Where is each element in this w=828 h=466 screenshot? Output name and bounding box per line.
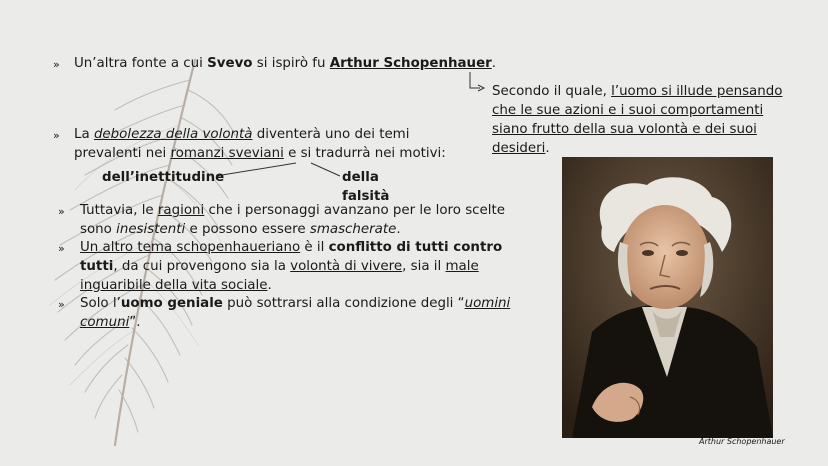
motivo-falsita-line-1: della [342, 170, 379, 185]
bullet-marker: » [53, 129, 60, 142]
bullet-svevo-schopenhauer: Un’altra fonte a cui Svevo si ispirò fu Arthur Schopenhauer. [74, 56, 497, 71]
bullet-marker: » [53, 58, 60, 71]
motivo-inettitudine: dell’inettitudine [102, 170, 225, 185]
side-note-line-2: che le sue azioni e i suoi comportamenti [492, 103, 764, 118]
side-note-line-4: desideri. [492, 141, 550, 156]
bullet-tuttavia-line-1: Tuttavia, le ragioni che i personaggi avanzano per le loro scelte [80, 203, 505, 218]
bullet-marker: » [58, 205, 65, 218]
side-note-line-1: Secondo il quale, l’uomo si illude pensando [492, 84, 783, 99]
bullet-conflitto-line-3: inguaribile della vita sociale. [80, 278, 272, 293]
bullet-tuttavia-line-2: sono inesistenti e possono essere smascherate. [80, 222, 401, 237]
portrait-caption: Arthur Schopenhauer [699, 437, 785, 446]
bullet-debolezza-line-1: La debolezza della volontà diventerà uno dei temi [74, 127, 410, 142]
side-note-line-3: siano frutto della sua volontà e dei suoi [492, 122, 757, 137]
portrait-photo [562, 157, 773, 438]
bullet-conflitto-line-2: tutti, da cui provengono sia la volontà di vivere, sia il male [80, 259, 479, 274]
bullet-conflitto-line-1: Un altro tema schopenhaueriano è il conflitto di tutti contro [80, 240, 503, 255]
motivo-falsita-line-2: falsità [342, 189, 390, 204]
bullet-uomo-geniale-line-1: Solo l’uomo geniale può sottrarsi alla condizione degli “uomini [80, 296, 511, 311]
bullet-marker: » [58, 242, 65, 255]
bullet-marker: » [58, 298, 65, 311]
bullet-uomo-geniale-line-2: comuni”. [80, 315, 141, 330]
bullet-debolezza-line-2: prevalenti nei romanzi sveviani e si tradurrà nei motivi: [74, 146, 446, 161]
